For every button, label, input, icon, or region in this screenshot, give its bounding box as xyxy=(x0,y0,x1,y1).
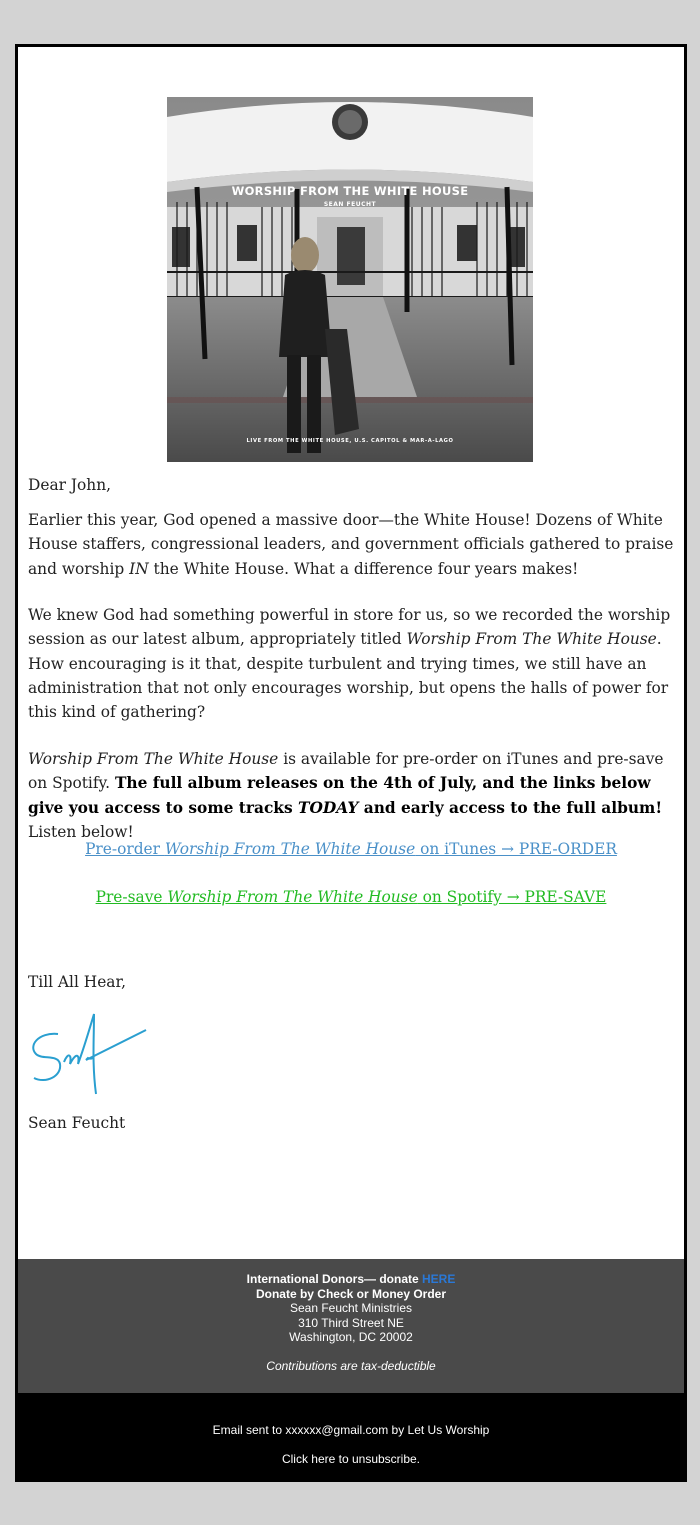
email-footer xyxy=(18,1393,684,1479)
donation-footer xyxy=(18,1259,684,1393)
signature-image xyxy=(28,1004,148,1103)
email-frame xyxy=(15,44,687,1482)
album-title: WORSHIP FROM THE WHITE HOUSE xyxy=(231,184,469,198)
check-donation-label: Donate by Check or Money Order xyxy=(255,1286,447,1301)
itunes-link-row xyxy=(18,840,684,858)
paragraph-2: We knew God had something powerful in store for us, so we recorded the worship session as our latest album, appropriately titled Worship From The White House. How encouraging is it that, despite turbulent and trying times, we still have an administration that not only encourages worship, but opens the halls of power for this kind of gathering? xyxy=(28,606,671,722)
album-artist: SEAN FEUCHT xyxy=(323,201,377,208)
donate-here-link[interactable]: HERE xyxy=(422,1272,456,1286)
sent-to-line: Email sent to xxxxxx@gmail.com by Let Us Worship xyxy=(212,1423,490,1437)
spotify-link-row xyxy=(18,888,684,906)
paragraph-1: Earlier this year, God opened a massive door—the White House! Dozens of White House staffers, congressional leaders, and government officials gathered to praise and worship IN the White House. What a difference four years makes! xyxy=(28,511,674,578)
signature-name: Sean Feucht xyxy=(28,1114,126,1132)
international-donors: International Donors— donate HERE xyxy=(246,1272,456,1286)
paragraph-3: Worship From The White House is available for pre-order on iTunes and pre-save on Spotify. The full album releases on the 4th of July, and the links below give you access to some tracks TODAY and early access to the full album! Listen below! xyxy=(28,750,664,841)
greeting: Dear John, xyxy=(28,476,112,494)
email-body xyxy=(18,47,684,1259)
album-cover[interactable] xyxy=(167,97,533,462)
itunes-preorder-link[interactable]: Pre-order Worship From The White House on iTunes → PRE-ORDER xyxy=(85,840,617,858)
city-address: Washington, DC 20002 xyxy=(289,1330,413,1344)
album-photo xyxy=(167,97,533,462)
closing: Till All Hear, xyxy=(28,973,127,991)
spotify-presave-link[interactable]: Pre-save Worship From The White House on Spotify → PRE-SAVE xyxy=(95,888,607,906)
album-subtitle: LIVE FROM THE WHITE HOUSE, U.S. CAPITOL & MAR-A-LAGO xyxy=(246,438,454,444)
street-address: 310 Third Street NE xyxy=(298,1315,404,1330)
tax-note: Contributions are tax-deductible xyxy=(266,1358,436,1373)
org-name: Sean Feucht Ministries xyxy=(289,1301,413,1315)
unsubscribe-link[interactable]: Click here to unsubscribe. xyxy=(281,1452,421,1466)
